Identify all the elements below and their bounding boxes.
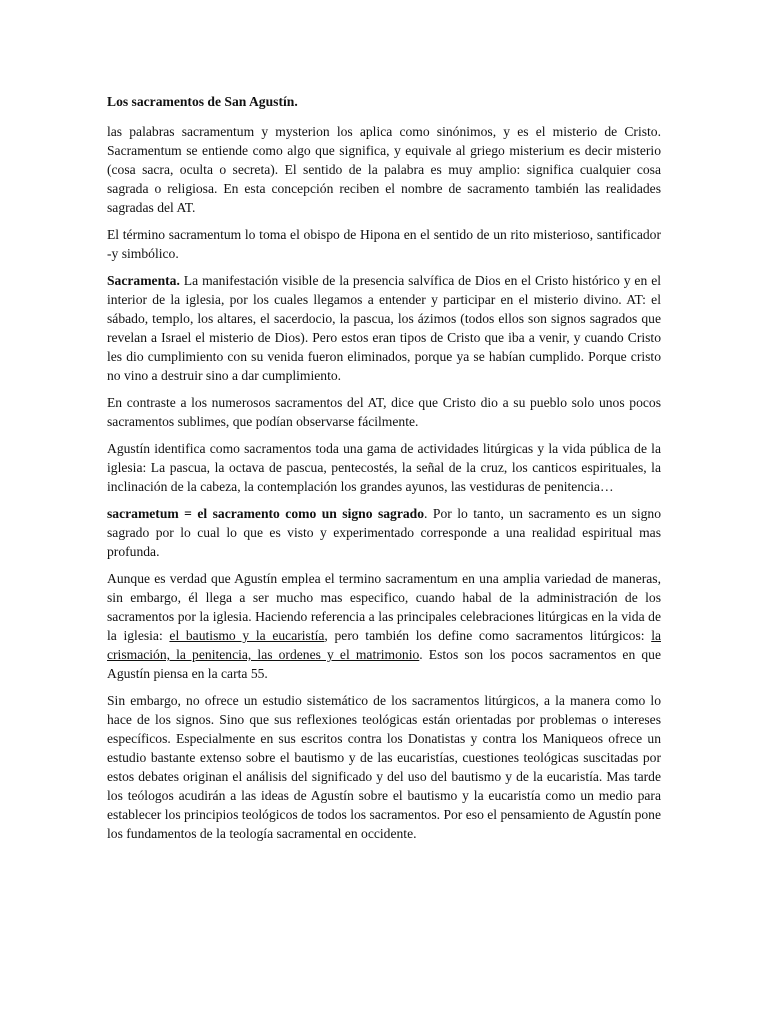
document-title: Los sacramentos de San Agustín.	[107, 94, 298, 109]
paragraph-7-underline-2: la crismación, la penitencia, las ordenes y el matrimonio	[107, 628, 661, 662]
paragraph-3	[107, 271, 661, 385]
paragraph-6-bold: sacrametum = el sacramento como un signo sagrado	[107, 506, 425, 521]
paragraph-4: En contraste a los numerosos sacramentos del AT, dice que Cristo dio a su pueblo solo unos pocos sacramentos sublimes, que podían observarse fácilmente.	[107, 395, 661, 429]
paragraph-2: El término sacramentum lo toma el obispo de Hipona en el sentido de un rito misterioso, santificador -y simbólico.	[107, 227, 661, 261]
paragraph-7	[107, 569, 661, 683]
paragraph-7-text-a: Aunque es verdad que Agustín emplea el termino sacramentum en una amplia variedad de maneras, sin embargo, él llega a ser mucho mas especifico, cuando habal de la administración de los sacramentos por la iglesia. Haciendo referencia a las principales celebraciones litúrgicas en la vida de la iglesia:	[107, 571, 661, 643]
paragraph-6	[107, 504, 661, 561]
paragraph-7-underline-1: el bautismo y la eucaristía	[169, 628, 325, 643]
paragraph-3-text: La manifestación visible de la presencia salvífica de Dios en el Cristo histórico y en el interior de la iglesia, por los cuales llegamos a entender y participar en el misterio divino. AT: el sábado, templo, los altares, el sacerdocio, la pascua, los ázimos (todos ellos son signos sagrados que revelan a Israel el misterio de Dios). Pero estos eran tipos de Cristo que iba a venir, y cuando Cristo les dio cumplimiento con su venida fueron eliminados, porque ya se habían cumplido. Porque cristo no vino a destruir sino a dar cumplimiento.	[107, 273, 661, 383]
paragraph-3-bold: Sacramenta.	[107, 273, 180, 288]
paragraph-5: Agustín identifica como sacramentos toda una gama de actividades litúrgicas y la vida pública de la iglesia: La pascua, la octava de pascua, pentecostés, la señal de la cruz, los canticos espirituales, la inclinación de la cabeza, la contemplación los grandes ayunos, las vestiduras de penitencia…	[107, 441, 661, 494]
paragraph-7-text-c: . Estos son los pocos sacramentos en que Agustín piensa en la carta 55.	[107, 647, 661, 681]
paragraph-8: Sin embargo, no ofrece un estudio sistemático de los sacramentos litúrgicos, a la manera como lo hace de los signos. Sino que sus reflexiones teológicas están orientadas por problemas o intereses específicos. Especialmente en sus escritos contra los Donatistas y contra los Maniqueos ofrece un estudio bastante extenso sobre el bautismo y de las eucaristías, cuestiones teológicas suscitadas por estos debates originan el análisis del significado y del uso del bautismo y de la eucaristía. Mas tarde los teólogos acudirán a las ideas de Agustín sobre el bautismo y la eucaristía como un medio para establecer los principios teológicos de todos los sacramentos. Por eso el pensamiento de Agustín pone los fundamentos de la teología sacramental en occidente.	[107, 693, 661, 841]
paragraph-7-text-b: , pero también los define como sacramentos litúrgicos:	[324, 628, 652, 643]
document-body	[107, 92, 661, 851]
paragraph-1: las palabras sacramentum y mysterion los aplica como sinónimos, y es el misterio de Cristo. Sacramentum se entiende como algo que significa, y equivale al griego misterium es decir misterio (cosa sacra, oculta o secreta). El sentido de la palabra es muy amplio: significa cualquier cosa sagrada o religiosa. En esta concepción reciben el nombre de sacramento también las realidades sagradas del AT.	[107, 124, 661, 215]
paragraph-6-text: . Por lo tanto, un sacramento es un signo sagrado por lo cual lo que es visto y experimentado corresponde a una realidad espiritual mas profunda.	[107, 506, 661, 559]
